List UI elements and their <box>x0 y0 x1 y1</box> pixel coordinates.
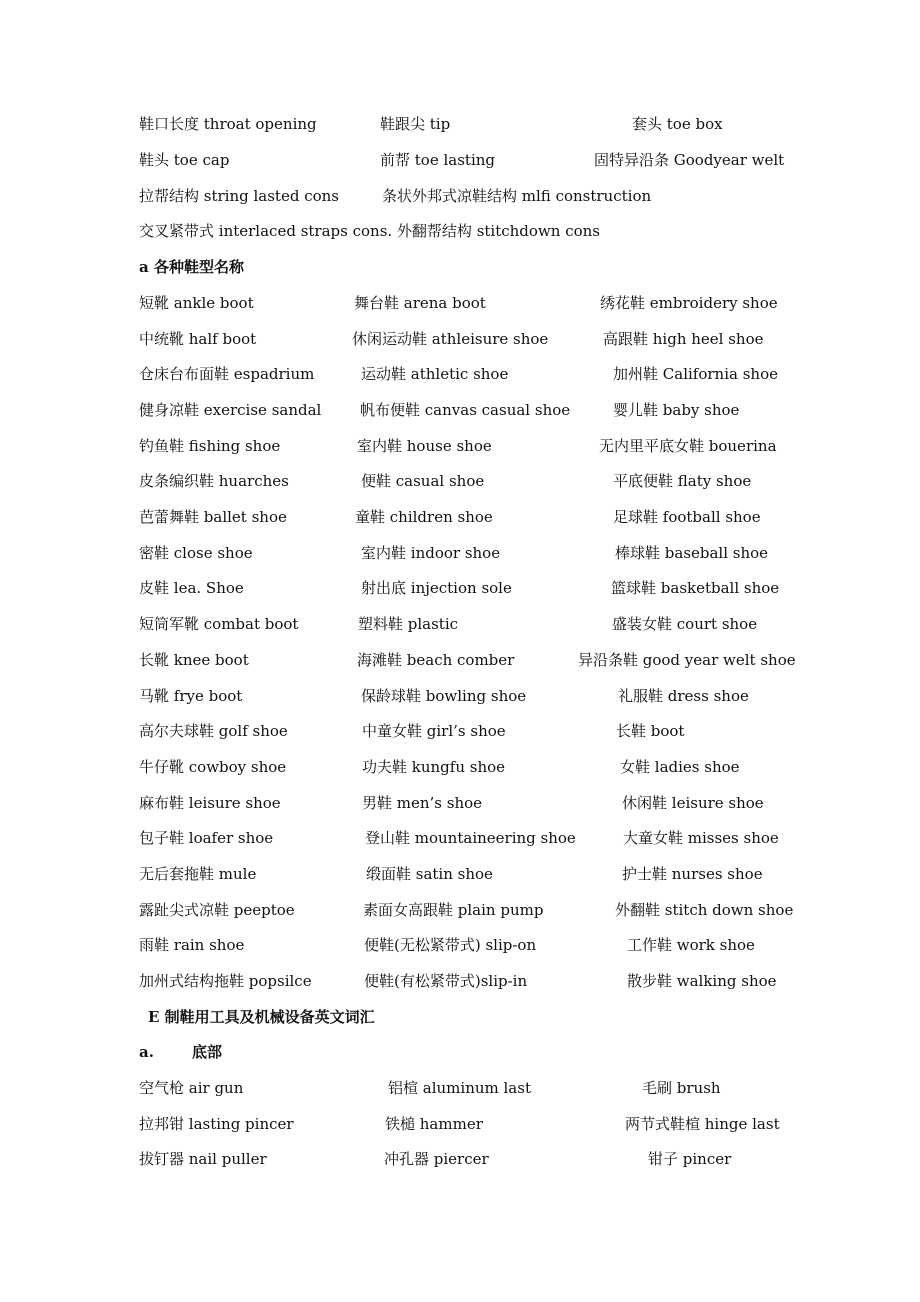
term-entry: 加州鞋 California shoe <box>613 365 778 383</box>
term-row <box>0 289 920 317</box>
subsection-text: 底部 <box>192 1043 223 1061</box>
term-entry: 休闲运动鞋 athleisure shoe <box>352 330 549 348</box>
term-row <box>0 931 920 959</box>
term-entry: 钳子 pincer <box>648 1150 732 1168</box>
term-entry: 固特异沿条 Goodyear welt <box>594 151 785 169</box>
term-row <box>0 717 920 745</box>
term-entry: 礼服鞋 dress shoe <box>618 687 749 705</box>
term-entry: 鞋头 toe cap <box>139 151 230 169</box>
term-row <box>0 1145 920 1173</box>
term-entry: 密鞋 close shoe <box>139 544 253 562</box>
term-entry: 休闲鞋 leisure shoe <box>622 794 764 812</box>
term-entry: 绣花鞋 embroidery shoe <box>600 294 778 312</box>
term-row <box>0 146 920 174</box>
term-entry: 童鞋 children shoe <box>355 508 493 526</box>
term-entry: 健身凉鞋 exercise sandal <box>139 401 322 419</box>
term-entry: 皮鞋 lea. Shoe <box>139 579 244 597</box>
term-entry: 马靴 frye boot <box>139 687 243 705</box>
term-entry: 拉邦钳 lasting pincer <box>139 1115 294 1133</box>
term-entry: 工作鞋 work shoe <box>627 936 755 954</box>
term-entry: 毛刷 brush <box>642 1079 721 1097</box>
term-entry: 中统靴 half boot <box>139 330 257 348</box>
term-entry: 条状外邦式凉鞋结构 mlfi construction <box>382 187 652 205</box>
term-row <box>0 753 920 781</box>
term-entry: 空气枪 air gun <box>139 1079 244 1097</box>
term-row <box>0 539 920 567</box>
term-row <box>0 467 920 495</box>
term-row <box>0 110 920 138</box>
term-entry: 缎面鞋 satin shoe <box>366 865 493 883</box>
term-entry: 交叉紧带式 interlaced straps cons. 外翻帮结构 stitchdown cons <box>139 222 600 240</box>
term-entry: 功夫鞋 kungfu shoe <box>362 758 506 776</box>
term-row <box>0 682 920 710</box>
subsection-heading-sole <box>0 1038 920 1066</box>
term-entry: 射出底 injection sole <box>361 579 512 597</box>
term-row <box>0 860 920 888</box>
term-entry: 加州式结构拖鞋 popsilce <box>139 972 312 990</box>
term-entry: 海滩鞋 beach comber <box>357 651 515 669</box>
term-entry: 外翻鞋 stitch down shoe <box>615 901 794 919</box>
term-entry: 婴儿鞋 baby shoe <box>613 401 740 419</box>
term-entry: 足球鞋 football shoe <box>613 508 761 526</box>
term-entry: 便鞋(有松紧带式)slip-in <box>364 972 528 990</box>
term-entry: 素面女高跟鞋 plain pump <box>363 901 544 919</box>
subsection-label: a. <box>139 1043 154 1061</box>
term-row <box>0 1074 920 1102</box>
term-entry: 塑料鞋 plastic <box>358 615 459 633</box>
section-heading-shoe-types <box>0 253 920 281</box>
term-entry: 前帮 toe lasting <box>380 151 495 169</box>
term-row <box>0 1110 920 1138</box>
term-entry: 平底便鞋 flaty shoe <box>613 472 752 490</box>
term-entry: 长鞋 boot <box>616 722 685 740</box>
term-row <box>0 896 920 924</box>
term-row <box>0 574 920 602</box>
term-row <box>0 824 920 852</box>
term-entry: 露趾尖式凉鞋 peeptoe <box>139 901 295 919</box>
term-entry: 大童女鞋 misses shoe <box>623 829 779 847</box>
term-entry: 男鞋 men’s shoe <box>362 794 483 812</box>
term-row <box>0 182 920 210</box>
term-row <box>0 432 920 460</box>
term-entry: 拉帮结构 string lasted cons <box>139 187 339 205</box>
term-row <box>0 646 920 674</box>
section-heading-text: E 制鞋用工具及机械设备英文词汇 <box>148 1008 375 1026</box>
term-entry: 铝楦 aluminum last <box>388 1079 531 1097</box>
term-entry: 室内鞋 indoor shoe <box>361 544 501 562</box>
term-entry: 两节式鞋楦 hinge last <box>625 1115 780 1133</box>
term-entry: 冲孔器 piercer <box>384 1150 489 1168</box>
term-entry: 高尔夫球鞋 golf shoe <box>139 722 288 740</box>
term-row <box>0 396 920 424</box>
term-entry: 女鞋 ladies shoe <box>620 758 740 776</box>
term-row <box>0 789 920 817</box>
term-entry: 铁槌 hammer <box>385 1115 483 1133</box>
term-entry: 包子鞋 loafer shoe <box>139 829 274 847</box>
term-entry: 中童女鞋 girl’s shoe <box>362 722 506 740</box>
term-entry: 雨鞋 rain shoe <box>139 936 245 954</box>
term-entry: 散步鞋 walking shoe <box>627 972 777 990</box>
term-entry: 运动鞋 athletic shoe <box>361 365 509 383</box>
term-entry: 牛仔靴 cowboy shoe <box>139 758 287 776</box>
term-entry: 高跟鞋 high heel shoe <box>603 330 764 348</box>
term-entry: 鞋口长度 throat opening <box>139 115 317 133</box>
term-entry: 短靴 ankle boot <box>139 294 254 312</box>
term-entry: 舞台鞋 arena boot <box>354 294 486 312</box>
term-row <box>0 610 920 638</box>
term-entry: 钓鱼鞋 fishing shoe <box>139 437 281 455</box>
term-entry: 无后套拖鞋 mule <box>139 865 257 883</box>
section-heading-tools <box>0 1003 920 1031</box>
term-row <box>0 360 920 388</box>
term-entry: 护士鞋 nurses shoe <box>622 865 763 883</box>
term-entry: 长靴 knee boot <box>139 651 249 669</box>
term-entry: 皮条编织鞋 huarches <box>139 472 289 490</box>
term-entry: 麻布鞋 leisure shoe <box>139 794 281 812</box>
term-entry: 保龄球鞋 bowling shoe <box>361 687 527 705</box>
term-entry: 便鞋 casual shoe <box>361 472 485 490</box>
term-entry: 短筒军靴 combat boot <box>139 615 299 633</box>
section-heading-text: a 各种鞋型名称 <box>139 258 244 276</box>
term-entry: 篮球鞋 basketball shoe <box>611 579 780 597</box>
term-entry: 便鞋(无松紧带式) slip-on <box>364 936 537 954</box>
term-entry: 无内里平底女鞋 bouerina <box>599 437 777 455</box>
term-entry: 帆布便鞋 canvas casual shoe <box>360 401 571 419</box>
term-entry: 仓床台布面鞋 espadrium <box>139 365 315 383</box>
term-row <box>0 967 920 995</box>
term-row <box>0 503 920 531</box>
term-row <box>0 217 920 245</box>
term-row <box>0 325 920 353</box>
term-entry: 异沿条鞋 good year welt shoe <box>578 651 796 669</box>
term-entry: 芭蕾舞鞋 ballet shoe <box>139 508 287 526</box>
term-entry: 棒球鞋 baseball shoe <box>615 544 769 562</box>
term-entry: 鞋跟尖 tip <box>380 115 451 133</box>
term-entry: 室内鞋 house shoe <box>357 437 492 455</box>
term-entry: 拔钉器 nail puller <box>139 1150 267 1168</box>
term-entry: 套头 toe box <box>632 115 723 133</box>
term-entry: 登山鞋 mountaineering shoe <box>365 829 576 847</box>
term-entry: 盛装女鞋 court shoe <box>612 615 758 633</box>
